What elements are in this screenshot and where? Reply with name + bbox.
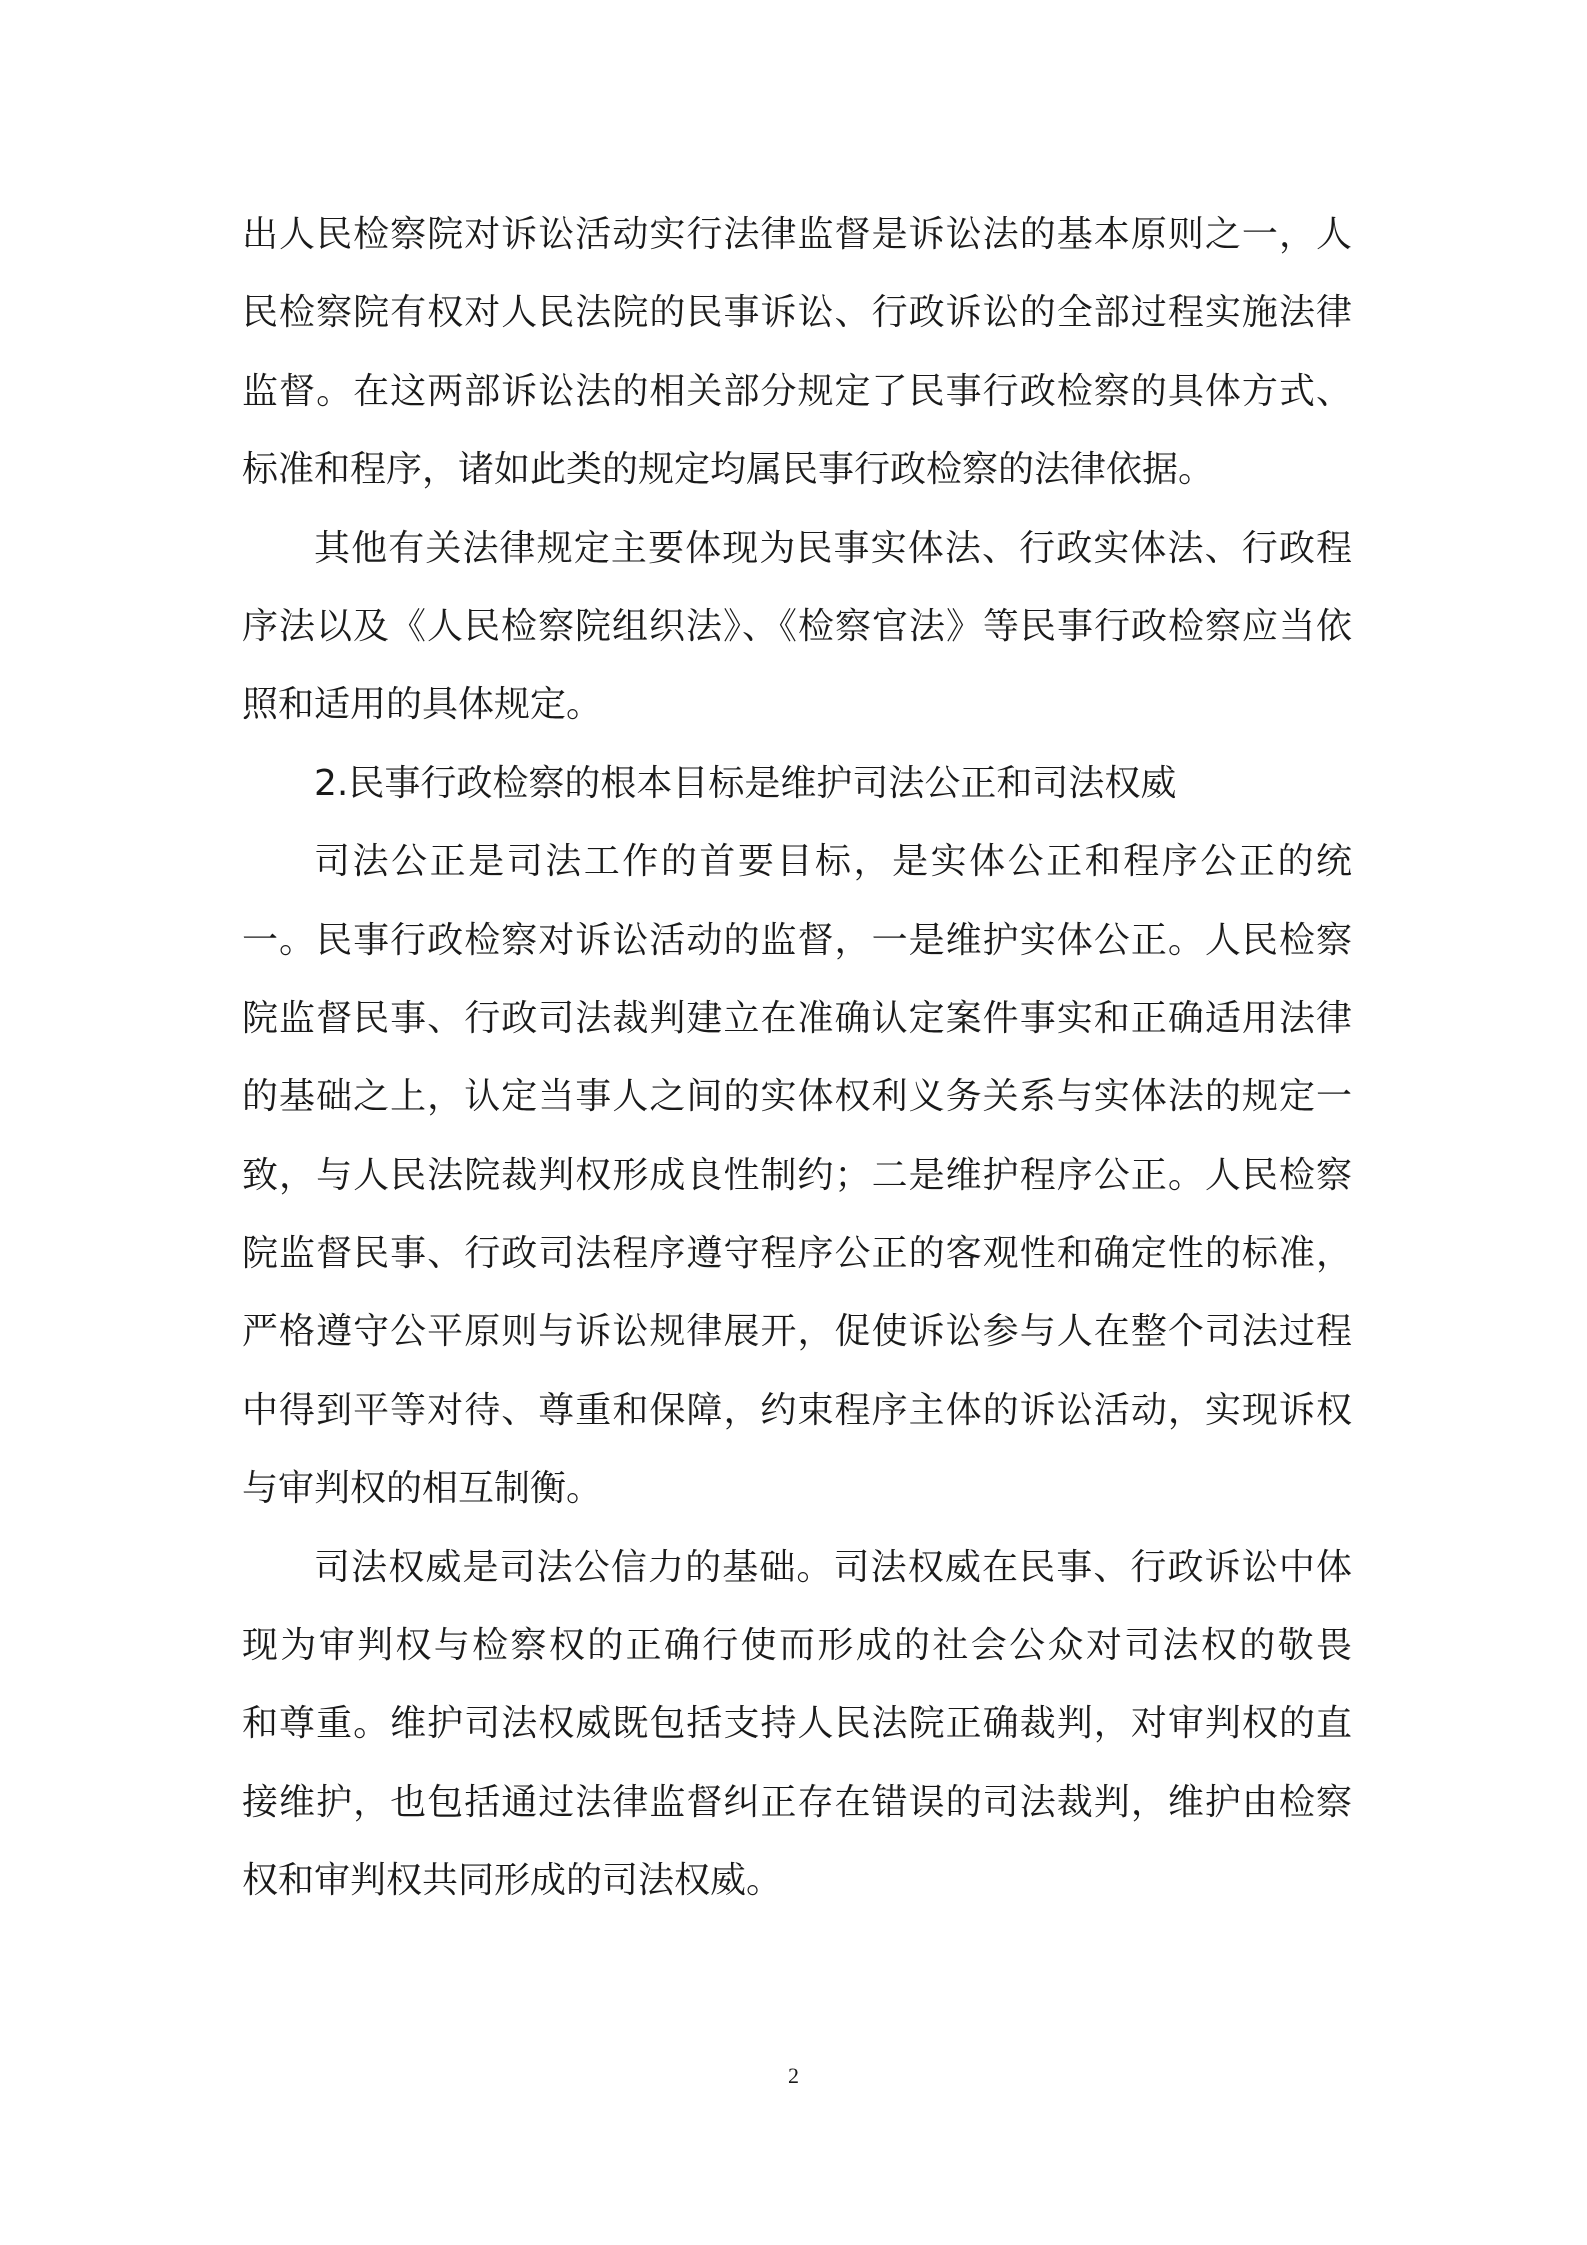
text-line: 司法权威是司法公信力的基础。司法权威在民事、行政诉讼中体	[314, 1546, 1352, 1588]
page-number: 2	[788, 2063, 799, 2088]
paragraph-1	[242, 196, 1352, 510]
document-body	[242, 196, 1352, 1921]
text-line: 司法公正是司法工作的首要目标，是实体公正和程序公正的统	[314, 841, 1352, 883]
paragraph-4	[242, 823, 1352, 1529]
text-line: 出人民检察院对诉讼活动实行法律监督是诉讼法的基本原则之一，人	[242, 214, 1352, 255]
text-line: 院监督民事、行政司法裁判建立在准确认定案件事实和正确适用法律	[242, 997, 1352, 1039]
text-line: 严格遵守公平原则与诉讼规律展开，促使诉讼参与人在整个司法过程	[242, 1311, 1352, 1353]
text-line: 致，与人民法院裁判权形成良性制约；二是维护程序公正。人民检察	[242, 1154, 1352, 1196]
text-line: 和尊重。维护司法权威既包括支持人民法院正确裁判，对审判权的直	[242, 1703, 1352, 1745]
section-heading-text: 2.民事行政检察的根本目标是维护司法公正和司法权威	[314, 762, 1177, 804]
text-line: 接维护，也包括通过法律监督纠正存在错误的司法裁判，维护由检察	[242, 1781, 1352, 1823]
text-line: 序法以及《人民检察院组织法》、《检察官法》等民事行政检察应当依	[242, 605, 1352, 647]
text-line: 民检察院有权对人民法院的民事诉讼、行政诉讼的全部过程实施法律	[242, 292, 1352, 334]
text-line: 院监督民事、行政司法程序遵守程序公正的客观性和确定性的标准，	[242, 1233, 1352, 1275]
text-line: 监督。在这两部诉讼法的相关部分规定了民事行政检察的具体方式、	[242, 370, 1352, 412]
text-line: 标准和程序，诸如此类的规定均属民事行政检察的法律依据。	[242, 449, 1215, 491]
text-line: 权和审判权共同形成的司法权威。	[242, 1860, 783, 1902]
section-heading	[242, 745, 1352, 823]
paragraph-5	[242, 1529, 1352, 1921]
text-line: 照和适用的具体规定。	[242, 684, 603, 726]
paragraph-2	[242, 510, 1352, 745]
text-line: 一。民事行政检察对诉讼活动的监督，一是维护实体公正。人民检察	[242, 919, 1352, 961]
text-line: 现为审判权与检察权的正确行使而形成的社会公众对司法权的敬畏	[242, 1625, 1352, 1667]
text-line: 中得到平等对待、尊重和保障，约束程序主体的诉讼活动，实现诉权	[242, 1389, 1352, 1431]
text-line: 的基础之上，认定当事人之间的实体权利义务关系与实体法的规定一	[242, 1076, 1352, 1118]
text-line: 其他有关法律规定主要体现为民事实体法、行政实体法、行政程	[314, 527, 1352, 569]
text-line: 与审判权的相互制衡。	[242, 1468, 603, 1510]
